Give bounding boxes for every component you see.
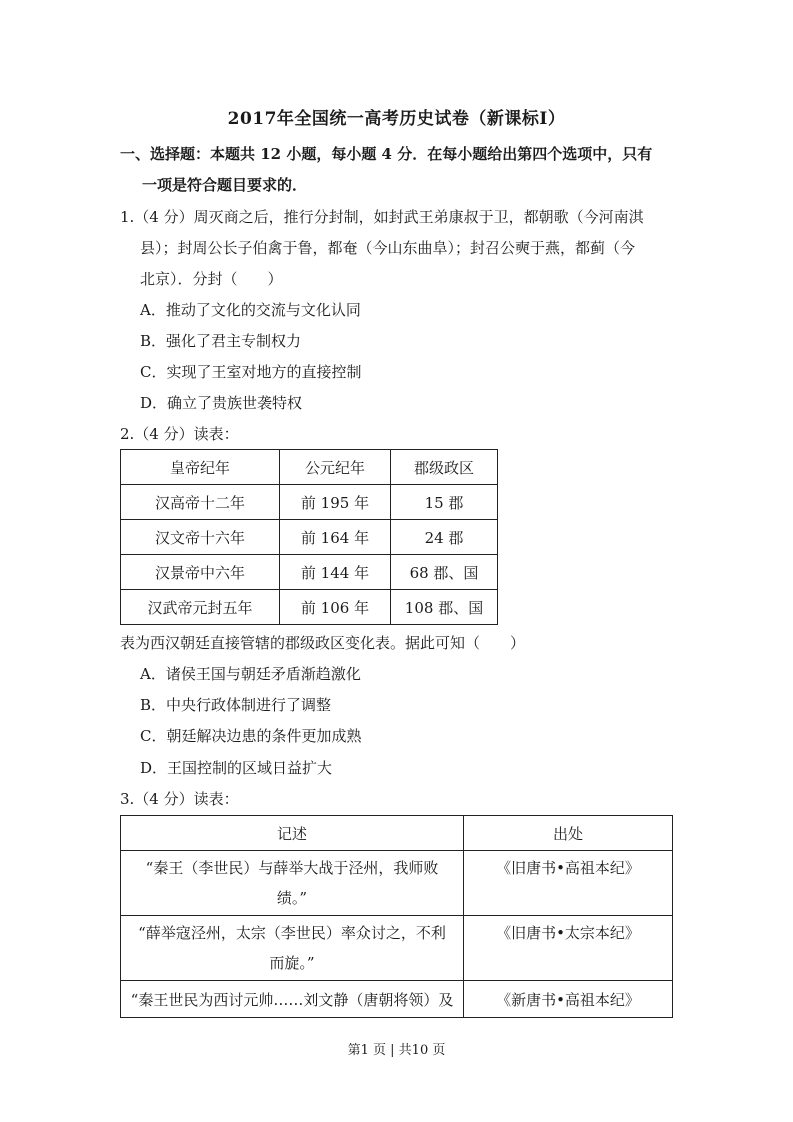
table-cell [121, 981, 464, 1018]
table-row [121, 981, 673, 1018]
table-cell: 24 郡 [391, 520, 498, 555]
table-cell: 汉景帝中六年 [121, 555, 280, 590]
table-cell [121, 916, 464, 981]
q1-stem-line1: 1.（4 分）周灭商之后，推行分封制，如封武王弟康叔于卫，都朝歌（今河南淇 [120, 208, 644, 226]
section-header [120, 139, 680, 201]
table-cell: 《新唐书•高祖本纪》 [464, 981, 673, 1018]
table-cell: 前 195 年 [280, 485, 391, 520]
table-cell: 汉武帝元封五年 [121, 590, 280, 625]
table-cell: 前 164 年 [280, 520, 391, 555]
table-header-cell: 公元纪年 [280, 450, 391, 485]
table-cell: 前 106 年 [280, 590, 391, 625]
table-header-cell: 记述 [121, 816, 464, 851]
q2-option-c: C．朝廷解决边患的条件更加成熟 [140, 727, 362, 745]
cell-line: 而旋。” [269, 954, 315, 972]
q2-option-b: B．中央行政体制进行了调整 [140, 696, 332, 714]
table-cell: 《旧唐书•太宗本纪》 [464, 916, 673, 981]
q2-option-d: D．王国控制的区域日益扩大 [140, 759, 333, 777]
q1-stem-line2: 县）；封周公长子伯禽于鲁，都奄（今山东曲阜）；封召公奭于燕，都蓟（今 [140, 239, 636, 257]
table-row [121, 555, 498, 590]
table-cell: 前 144 年 [280, 555, 391, 590]
section-header-line1: 一、选择题：本题共 12 小题，每小题 4 分．在每小题给出第四个选项中，只有 [120, 145, 653, 163]
page-title: 2017年全国统一高考历史试卷（新课标Ⅰ） [227, 109, 566, 129]
table-row [121, 851, 673, 916]
table-header-row [121, 816, 673, 851]
table-header-cell: 出处 [464, 816, 673, 851]
q1-option-a: A．推动了文化的交流与文化认同 [140, 301, 361, 319]
q2-after-text: 表为西汉朝廷直接管辖的郡级政区变化表。据此可知（ ） [120, 634, 526, 652]
q1-option-d: D．确立了贵族世袭特权 [140, 394, 303, 412]
table-row [121, 590, 498, 625]
table-row [121, 520, 498, 555]
table-cell: 15 郡 [391, 485, 498, 520]
table-cell: 108 郡、国 [391, 590, 498, 625]
q1-option-c: C．实现了王室对地方的直接控制 [140, 363, 362, 381]
q2-option-a: A．诸侯王国与朝廷矛盾渐趋激化 [140, 665, 361, 683]
q2-table [120, 449, 498, 625]
cell-line: “薛举寇泾州，太宗（李世民）率众讨之，不利 [138, 924, 446, 942]
table-cell: 68 郡、国 [391, 555, 498, 590]
table-row [121, 916, 673, 981]
table-row [121, 485, 498, 520]
q2-stem: 2.（4 分）读表： [120, 425, 239, 443]
section-header-line2: 一项是符合题目要求的． [142, 176, 308, 194]
cell-line: 绩。” [276, 889, 308, 907]
table-cell: 汉文帝十六年 [121, 520, 280, 555]
q3-table [120, 815, 673, 1018]
page-footer: 第1 页 | 共10 页 [347, 1043, 446, 1058]
q3-stem: 3.（4 分）读表： [120, 790, 239, 808]
table-cell [121, 851, 464, 916]
cell-line: “秦王世民为西讨元帅……刘文静（唐朝将领）及 [130, 990, 454, 1009]
cell-line: “秦王（李世民）与薛举大战于泾州，我师败 [145, 859, 439, 877]
table-header-cell: 郡级政区 [391, 450, 498, 485]
table-cell: 《旧唐书•高祖本纪》 [464, 851, 673, 916]
q1-option-b: B．强化了君主专制权力 [140, 332, 302, 350]
table-header-cell: 皇帝纪年 [121, 450, 280, 485]
table-header-row [121, 450, 498, 485]
q1-stem-line3: 北京）．分封（ ） [140, 270, 283, 288]
table-cell: 汉高帝十二年 [121, 485, 280, 520]
